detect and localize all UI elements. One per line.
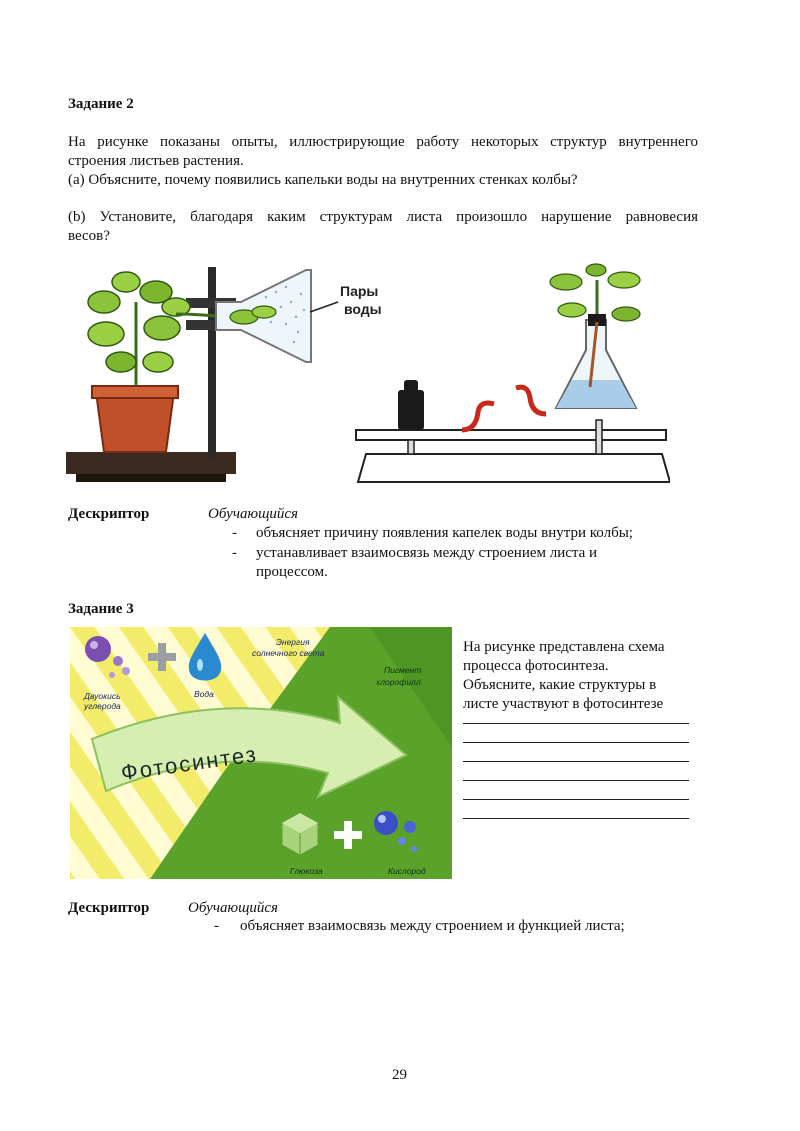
co2-label-line1: Двуокись — [84, 691, 121, 701]
answer-line-1[interactable] — [463, 723, 689, 724]
scale-weight — [398, 390, 424, 430]
co2-label-line2: углерода — [84, 701, 121, 711]
task3-descriptor-label: Дескриптор — [68, 900, 150, 916]
task2-question-b-line2: весов? — [68, 228, 110, 244]
task3-descriptor-item-1: объясняет взаимосвязь между строением и функцией листа; — [240, 918, 625, 934]
answer-line-3[interactable] — [463, 761, 689, 762]
task3-text-line1: На рисунке представлена схема — [463, 639, 665, 655]
scale-pointer-right — [516, 387, 546, 414]
task2-question-b — [68, 208, 698, 246]
water-vapor-label-line2: воды — [344, 301, 382, 317]
scale-pointer-left — [462, 403, 494, 430]
energy-label-line1: Энергия — [276, 637, 310, 647]
answer-line-6[interactable] — [463, 818, 689, 819]
task2-intro — [68, 133, 698, 171]
task3-descriptor-subject: Обучающийся — [188, 900, 279, 916]
task3-title: Задание 3 — [68, 601, 134, 617]
page-number: 29 — [392, 1067, 407, 1083]
answer-line-5[interactable] — [463, 799, 689, 800]
stand-foot — [76, 474, 226, 482]
oxygen-label: Кислород — [388, 866, 426, 876]
task3-text-line3: Объясните, какие структуры в — [463, 677, 657, 693]
task2-descriptor-label: Дескриптор — [68, 506, 150, 522]
water-vapor-label-line1: Пары — [340, 283, 379, 299]
stand-rod — [208, 267, 216, 457]
task3-text-line2: процесса фотосинтеза. — [463, 658, 609, 674]
photosynthesis-figure — [70, 627, 452, 879]
answer-line-2[interactable] — [463, 742, 689, 743]
answer-line-4[interactable] — [463, 780, 689, 781]
pigment-label-line1: Пигмент — [384, 665, 422, 675]
photosynthesis-arrow-label: Фотосинтез — [119, 741, 260, 786]
task2-intro-line2: строения листьев растения. — [68, 153, 244, 169]
task2-descriptor-item-1: объясняет причину появления капелек воды внутри колбы; — [256, 525, 633, 541]
energy-label-line2: солнечного света — [252, 648, 325, 658]
glucose-label: Глюкоза — [290, 866, 323, 876]
potted-plant — [88, 272, 190, 386]
task2-descriptor-item-2-cont: процессом. — [256, 564, 328, 580]
task3-text-line4: листе участвуют в фотосинтезе — [463, 696, 664, 712]
pigment-label-line2: хлорофилл — [376, 677, 421, 687]
task3-text — [463, 638, 665, 714]
scale-base — [358, 454, 670, 482]
task2-question-b-line1: (b) Установите, благодаря каким структурам листа произошло нарушение равновесия — [68, 209, 698, 225]
water-label: Вода — [194, 689, 214, 699]
task2-title: Задание 2 — [68, 96, 134, 112]
transpiration-experiment-figure — [66, 262, 670, 500]
task2-descriptor-item-2: устанавливает взаимосвязь между строением листа и — [256, 545, 598, 561]
task2-intro-line1: На рисунке показаны опыты, иллюстрирующие работу некоторых структур внутреннего — [68, 134, 698, 150]
cutting-plant — [550, 264, 640, 321]
task2-question-a: (a) Объясните, почему появились капельки воды на внутренних стенках колбы? — [68, 172, 578, 188]
task2-descriptor-subject: Обучающийся — [208, 506, 299, 522]
flower-pot — [96, 392, 174, 452]
scale-beam — [356, 430, 666, 440]
